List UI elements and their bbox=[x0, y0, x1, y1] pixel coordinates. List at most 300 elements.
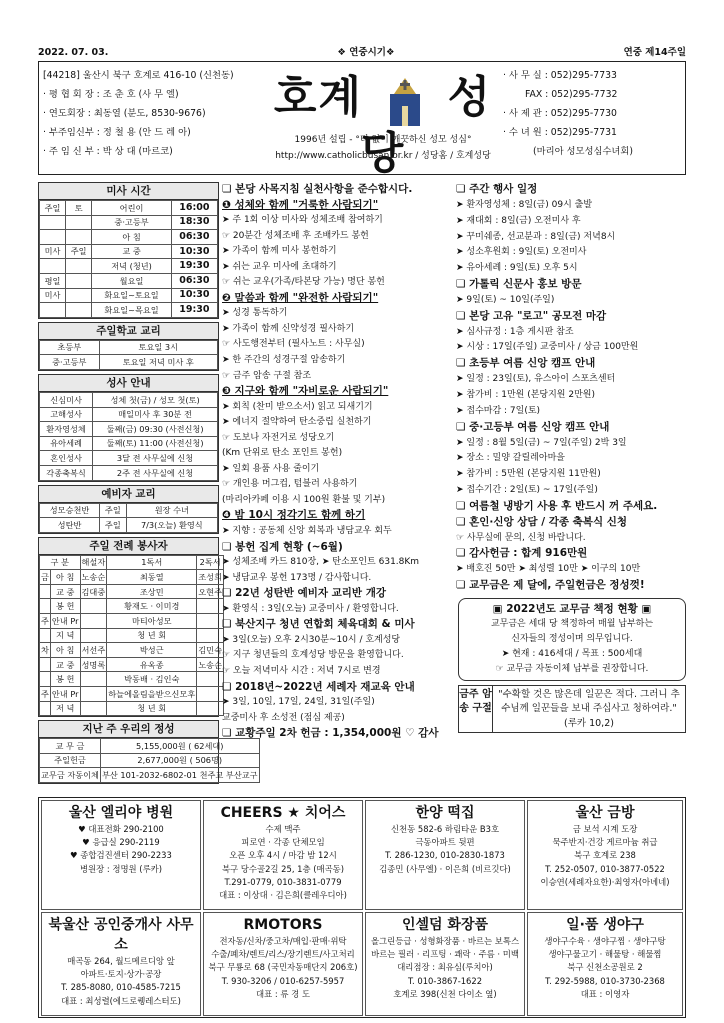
ad-line: T. 286-1230, 010-2830-1873 bbox=[385, 850, 505, 861]
servers-cell: 김대중 bbox=[80, 584, 107, 599]
church-icon bbox=[386, 76, 424, 126]
mass-row bbox=[40, 230, 218, 245]
announcement-line: ❏ 22년 성탄반 예비자 교리반 개강 bbox=[222, 587, 387, 600]
announcement-line: ➤ 쉬는 교우 미사에 초대하기 bbox=[222, 261, 337, 272]
servers-cell bbox=[197, 614, 224, 629]
liturgical-week: 연중 제14주일 bbox=[623, 47, 686, 58]
ad-line: T. 292-5988, 010-3730-2368 bbox=[545, 975, 665, 986]
announcement-line: ❏ 중·고등부 여름 신앙 캠프 안내 bbox=[456, 420, 610, 433]
masthead-contacts-right bbox=[503, 66, 681, 161]
announcement-line: ☞ 20분간 성체조배 후 조배카드 봉헌 bbox=[222, 230, 369, 241]
ad-line: 대표 : 류 경 도 bbox=[256, 988, 310, 999]
ad-line: 올그린등급 · 성형화장품 · 바르는 보톡스 bbox=[370, 936, 520, 946]
memory-verse-label: 금주 암송 구절 bbox=[459, 686, 493, 732]
announcement-line: ❏ 초등부 여름 신앙 캠프 안내 bbox=[456, 357, 596, 370]
announcement-line: ❏ 북산지구 청년 연합회 체육대회 & 미사 bbox=[222, 618, 415, 631]
mass-row-cell bbox=[40, 230, 66, 245]
ad-box bbox=[527, 800, 683, 910]
servers-row bbox=[40, 687, 224, 702]
ad-line: 바르는 필러 · 리프팅 · 쾌락 · 주름 · 미백 bbox=[371, 949, 519, 960]
top-bar bbox=[38, 47, 686, 59]
announcement-line: ➤ 가족이 함께 신약성경 필사하기 bbox=[222, 323, 355, 334]
ad-line: T. 252-0507, 010-3877-0522 bbox=[545, 863, 665, 874]
mass-row bbox=[40, 273, 218, 288]
servers-header-cell: 2독서 bbox=[197, 555, 224, 570]
memory-verse-box bbox=[458, 685, 686, 733]
servers-row bbox=[40, 701, 224, 716]
ad-line: 대표 : 이상대 · 김은희(클레우디아) bbox=[219, 890, 347, 901]
servers-cell: 봉 헌 bbox=[50, 672, 80, 687]
fax: FAX : 052)295-7732 bbox=[525, 89, 618, 100]
title-left: 호계 bbox=[273, 72, 363, 123]
mass-row-cell: 19:30 bbox=[171, 259, 217, 274]
servers-cell: 최동열 bbox=[107, 570, 197, 585]
servers-cell bbox=[40, 672, 51, 687]
announcement-line: ➤ 심사규정 : 1층 게시판 참조 bbox=[456, 326, 574, 337]
servers-cell: 조상민 bbox=[107, 584, 197, 599]
ad-line: 생야구수육 · 생야구찜 · 생야구탕 bbox=[544, 936, 666, 946]
tithe-notice-box bbox=[458, 598, 686, 681]
servers-cell: 지 녁 bbox=[50, 628, 80, 643]
sacrament-row-cell: 성체 첫(금) / 성모 첫(토) bbox=[93, 392, 218, 407]
masthead-subtitle bbox=[257, 132, 509, 164]
masthead bbox=[38, 61, 686, 179]
ad-line: 대표 : 이영자 bbox=[580, 988, 630, 999]
mass-row-cell: 06:30 bbox=[171, 273, 217, 288]
ad-name: 일·품 생야구 bbox=[566, 917, 644, 933]
mass-row-cell: 교 중 bbox=[92, 244, 172, 259]
announcement-line: ➤ 3일, 10일, 17일, 24일, 31일(주일) bbox=[222, 697, 375, 708]
announcement-line: ➤ 일정 : 23일(토), 유스아이 스포츠센터 bbox=[456, 374, 616, 385]
servers-row bbox=[40, 657, 224, 672]
ad-line: 북구 호계로 238 bbox=[574, 850, 636, 861]
servers-cell: 금 bbox=[40, 570, 51, 585]
ad-line: 극동아파트 뒷편 bbox=[415, 837, 475, 848]
mass-row-cell bbox=[66, 215, 92, 230]
servers-row bbox=[40, 643, 224, 658]
tithe-notice-title: ▣ 2022년도 교무금 책정 현황 ▣ bbox=[492, 602, 652, 615]
sacrament-row-cell: 매일미사 후 30분 전 bbox=[93, 407, 218, 422]
mass-row-cell: 화요일~토요일 bbox=[92, 288, 172, 303]
servers-title: 주일 전례 봉사자 bbox=[39, 538, 218, 555]
finance-title: 지난 주 우리의 정성 bbox=[39, 721, 218, 738]
servers-cell: 노송순 bbox=[197, 657, 224, 672]
servers-row bbox=[40, 599, 224, 614]
sacrament-row bbox=[40, 451, 218, 466]
ad-name: 울산 엘리야 병원 bbox=[68, 805, 174, 821]
ad-line: 오픈 오후 4시 / 마감 밤 12시 bbox=[229, 850, 337, 861]
sunday-school-table bbox=[39, 340, 218, 370]
mass-times-title: 미사 시간 bbox=[39, 183, 218, 200]
ad-line: 호계로 398(신천 다이소 옆) bbox=[393, 988, 497, 999]
announcement-line: ❏ 감사헌금 : 합계 916만원 bbox=[456, 547, 588, 560]
mass-row-cell: 미사 bbox=[40, 244, 66, 259]
catechumen-row-cell: 성모승천반 bbox=[40, 503, 100, 518]
announcement-line: ➤ 참가비 : 5만원 (본당지원 11만원) bbox=[456, 469, 601, 480]
mass-row-cell: 월요일 bbox=[92, 273, 172, 288]
school-row-cell: 토요일 저녁 미사 후 bbox=[99, 355, 217, 370]
ad-line: 묵주반지·건강 게르마늄 취급 bbox=[552, 837, 658, 848]
catechumen-row-cell: 성탄반 bbox=[40, 518, 100, 533]
announcement-line: ❏ 봉헌 집계 현황 (~6월) bbox=[222, 540, 343, 553]
sacrament-row-cell: 유아세례 bbox=[40, 436, 93, 451]
sacrament-row bbox=[40, 407, 218, 422]
catechumen-row bbox=[40, 503, 218, 518]
ad-line: 아파트·토지·상가·공장 bbox=[80, 969, 162, 980]
ad-line: 북구 신천소공원로 2 bbox=[567, 962, 643, 973]
mass-times-box bbox=[38, 182, 219, 319]
sunday-school-box bbox=[38, 322, 219, 371]
servers-cell bbox=[197, 672, 224, 687]
ad-line: 북구 무룡로 68 (국민자동매단지 206호) bbox=[208, 962, 358, 973]
announcement-line: ➤ 시상 : 17일(주일) 교중미사 / 상금 100만원 bbox=[456, 342, 639, 353]
announcement-line: ❹ 밤 10시 정각기도 함께 하기 bbox=[222, 509, 366, 522]
servers-cell: 아 침 bbox=[50, 570, 80, 585]
announcement-line: ☞ 지구 청년들의 호계성당 방문을 환영합니다. bbox=[222, 650, 404, 661]
finance-row bbox=[40, 768, 260, 783]
ad-line: 금 보석 시계 도장 bbox=[572, 824, 638, 834]
servers-cell bbox=[40, 657, 51, 672]
announcement-line: ❏ 본당 사목지침 실천사항을 준수합시다. bbox=[222, 183, 413, 195]
servers-cell: 노송순 bbox=[80, 570, 107, 585]
convent-name: (마리아 성모성심수녀회) bbox=[533, 146, 634, 157]
ad-box bbox=[365, 912, 525, 1016]
mass-row-cell bbox=[66, 259, 92, 274]
finance-row-cell: 주일헌금 bbox=[40, 753, 101, 768]
mass-row-cell bbox=[66, 288, 92, 303]
ad-line: 이승연(세례자요한)·최영자(아녜네) bbox=[540, 876, 670, 887]
sacrament-row-cell: 2주 전 사무실에 신청 bbox=[93, 465, 218, 480]
catechumen-row bbox=[40, 518, 218, 533]
announcement-line: ❏ 혼인·신앙 상담 / 각종 축복식 신청 bbox=[456, 515, 628, 528]
announcement-line: ❶ 성체와 함께 "거룩한 사람되기" bbox=[222, 198, 379, 211]
servers-cell bbox=[197, 628, 224, 643]
school-row bbox=[40, 355, 218, 370]
catechumen-row-cell: 7/3(오늘) 환영식 bbox=[126, 518, 217, 533]
masthead-contacts-left bbox=[43, 66, 255, 161]
announcement-line: ➤ 유아세례 : 9일(토) 오후 5시 bbox=[456, 263, 578, 274]
finance-row bbox=[40, 753, 260, 768]
mass-row-cell: 미사 bbox=[40, 288, 66, 303]
sacrament-row-cell: 신심미사 bbox=[40, 392, 93, 407]
announcement-line: 교중미사 후 소성전 (점심 제공) bbox=[222, 712, 345, 723]
finance-row-cell: 교 무 금 bbox=[40, 739, 101, 754]
announcement-line: ➤ 환영식 : 3일(오늘) 교중미사 / 환영합니다. bbox=[222, 603, 399, 614]
mass-row-cell bbox=[66, 230, 92, 245]
servers-cell: 청 년 회 bbox=[107, 628, 197, 643]
announcement-line: ➤ 성체조배 카드 810장, ➤ 탄소포인트 631.8Km bbox=[222, 557, 420, 568]
mass-row-cell bbox=[66, 273, 92, 288]
sacrament-row-cell: 둘째(금) 09:30 (사전신청) bbox=[93, 422, 218, 437]
catechumen-row-cell: 원장 수녀 bbox=[126, 503, 217, 518]
mass-row bbox=[40, 259, 218, 274]
announcement-line: ➤ 성경 통독하기 bbox=[222, 308, 288, 319]
catechumen-row-cell: 주일 bbox=[100, 503, 127, 518]
mass-row-cell: 아 침 bbox=[92, 230, 172, 245]
mass-row bbox=[40, 288, 218, 303]
servers-cell: 주 bbox=[40, 687, 51, 702]
servers-cell bbox=[197, 701, 224, 716]
servers-cell: 교 중 bbox=[50, 584, 80, 599]
mass-row-cell bbox=[40, 259, 66, 274]
announcement-line: ☞ 개인용 머그컵, 텀블러 사용하기 bbox=[222, 479, 358, 490]
servers-cell: 박동배 · 김인숙 bbox=[107, 672, 197, 687]
ad-line: 북구 당수골2길 25, 1층 (매곡동) bbox=[221, 863, 345, 874]
servers-cell: 서선주 bbox=[80, 643, 107, 658]
servers-cell: 조성희 bbox=[197, 570, 224, 585]
mass-row-cell: 주일 bbox=[66, 244, 92, 259]
servers-cell bbox=[40, 599, 51, 614]
ad-line: 수제 맥주 bbox=[265, 824, 301, 834]
sacrament-row-cell: 환자영성체 bbox=[40, 422, 93, 437]
ad-name: 울산 금방 bbox=[575, 805, 635, 821]
advertisements bbox=[38, 797, 686, 1018]
mass-row bbox=[40, 244, 218, 259]
school-row bbox=[40, 340, 218, 355]
sacrament-row bbox=[40, 422, 218, 437]
mass-row-cell: 16:00 bbox=[171, 201, 217, 216]
tithe-notice-line: 신자들의 정성이며 의무입니다. bbox=[511, 633, 633, 644]
announcement-line: ➤ 일회 용품 사용 줄이기 bbox=[222, 463, 320, 474]
announcements-list bbox=[456, 182, 688, 594]
ad-line: 전자동/신차/중고차/매입·판매·위탁 bbox=[219, 936, 347, 946]
address: [44218] 울산시 북구 호계로 416-10 (신천동) bbox=[43, 70, 234, 81]
servers-row bbox=[40, 570, 224, 585]
announcement-line: ➤ 한 주간의 성경구절 암송하기 bbox=[222, 355, 346, 366]
sacrament-row-cell: 혼인성사 bbox=[40, 451, 93, 466]
council-president: · 평 협 회 장 : 조 춘 호 (사 무 엘) bbox=[43, 89, 179, 100]
mass-row-cell: 어린이 bbox=[92, 201, 172, 216]
mass-row-cell: 화요일~목요일 bbox=[92, 303, 172, 318]
website-link[interactable]: http://www.catholicbusan.or.kr / 성당홈 / 호계성당 bbox=[275, 151, 491, 161]
servers-cell bbox=[80, 599, 107, 614]
ad-line: ♥ 종합검진센터 290-2233 bbox=[70, 850, 172, 861]
servers-header-cell: 해설자 bbox=[80, 555, 107, 570]
liturgical-season: ❖ 연중시기❖ bbox=[337, 47, 395, 58]
sacrament-row-cell: 3달 전 사무실에 신청 bbox=[93, 451, 218, 466]
servers-row bbox=[40, 628, 224, 643]
sacrament-row bbox=[40, 436, 218, 451]
sacraments-title: 성사 안내 bbox=[39, 375, 218, 392]
mass-row-cell: 주일 bbox=[40, 201, 66, 216]
announcement-line: ➤ 가족이 함께 미사 봉헌하기 bbox=[222, 246, 337, 257]
servers-cell bbox=[80, 701, 107, 716]
ad-name: RMOTORS bbox=[243, 917, 323, 933]
mass-row bbox=[40, 201, 218, 216]
servers-cell bbox=[197, 599, 224, 614]
servers-cell: 하늘에올림을받으신모후 bbox=[107, 687, 197, 702]
announcement-line: (Km 단위로 탄소 포인트 봉헌) bbox=[222, 448, 343, 459]
announcement-line: ☞ 사무실에 문의, 신청 바랍니다. bbox=[456, 532, 586, 543]
school-row-cell: 토요일 3시 bbox=[99, 340, 217, 355]
mass-row-cell bbox=[40, 303, 66, 318]
ad-line: 대리점장 : 최유심(루치아) bbox=[397, 962, 493, 973]
ad-name: CHEERS ★ 치어스 bbox=[220, 805, 346, 821]
announcement-line: ➤ 주 1회 이상 미사와 성체조배 참여하기 bbox=[222, 215, 383, 226]
office-phone: · 사 무 실 : 052)295-7733 bbox=[503, 70, 617, 81]
announcement-line: ➤ 장소 : 밀양 갈릴레아마을 bbox=[456, 453, 565, 464]
servers-cell bbox=[80, 672, 107, 687]
announcement-line: ➤ 에너지 절약하여 탄소중립 실천하기 bbox=[222, 417, 372, 428]
tithe-notice-line: ☞ 교무금 자동이체 납부를 권장합니다. bbox=[495, 663, 649, 674]
finance-row-cell: 2,677,000원 ( 506명) bbox=[100, 753, 259, 768]
mass-row bbox=[40, 303, 218, 318]
tithe-notice-line: 교무금은 세대 당 책정하여 매월 납부하는 bbox=[490, 618, 654, 629]
assistant-priest: · 부주임신부 : 정 철 용 (안 드 레 아) bbox=[43, 127, 191, 138]
servers-cell: 아 침 bbox=[50, 643, 80, 658]
announcement-line: ❏ 여름철 냉방기 사용 후 반드시 꺼 주세요. bbox=[456, 499, 658, 512]
servers-cell: 안내 Pr bbox=[50, 687, 80, 702]
servers-header-row bbox=[40, 555, 224, 570]
announcement-line: ☞ 도보나 자전거로 성당오기 bbox=[222, 432, 335, 443]
announcement-line: ➤ 접수기간 : 2일(토) ~ 17일(주일) bbox=[456, 485, 598, 496]
announcement-line: ❏ 교황주일 2차 헌금 : 1,354,000원 ♡ 감사 bbox=[222, 727, 439, 740]
ad-name: 한양 떡집 bbox=[415, 805, 475, 821]
announcement-line: ❏ 2018년~2022년 세례자 재교육 안내 bbox=[222, 680, 415, 693]
sunday-school-title: 주일학교 교리 bbox=[39, 323, 218, 340]
sacraments-box bbox=[38, 374, 219, 482]
congress-president: · 연도회장 : 최동열 (분도, 8530-9676) bbox=[43, 108, 206, 119]
ad-box bbox=[203, 912, 363, 1016]
finance-row-cell: 5,155,000원 ( 62세대) bbox=[100, 739, 259, 754]
founding-line: 1996년 설립 - °티 없이 깨끗하신 성모 성심° bbox=[294, 135, 472, 145]
servers-cell: 청 년 회 bbox=[107, 701, 197, 716]
mass-row-cell: 10:30 bbox=[171, 244, 217, 259]
ad-line: ♥ 대표전화 290-2100 bbox=[78, 824, 164, 834]
memory-verse-text: "수확할 것은 많은데 일꾼은 적다. 그러니 추수님께 일꾼들을 보내 주십사고 청하여라." (루카 10,2) bbox=[498, 688, 680, 729]
issue-date: 2022. 07. 03. bbox=[38, 47, 109, 58]
ad-line: ♥ 응급실 290-2119 bbox=[82, 837, 160, 848]
servers-cell: 성명록 bbox=[80, 657, 107, 672]
mass-row-cell: 저녁 (청년) bbox=[92, 259, 172, 274]
servers-cell: 안내 Pr bbox=[50, 614, 80, 629]
announcement-line: ❷ 말씀과 함께 "완전한 사람되기" bbox=[222, 291, 379, 304]
announcement-line: ❏ 가톨릭 신문사 홍보 방문 bbox=[456, 278, 582, 291]
ad-line: 생야구물고기 · 해물탕 · 해물찜 bbox=[548, 949, 662, 960]
mass-row-cell: 18:30 bbox=[171, 215, 217, 230]
mass-row-cell bbox=[40, 215, 66, 230]
ad-line: T. 930-3206 / 010-6257-5957 bbox=[221, 975, 345, 986]
ad-line: T.291-0779, 010-3831-0779 bbox=[224, 876, 342, 887]
ad-box bbox=[365, 800, 525, 910]
ad-line: 수출/폐차/렌트/리스/장기렌트/사고처리 bbox=[211, 949, 355, 960]
announcement-line: ❏ 교무금은 제 달에, 주일헌금은 정성껏! bbox=[456, 579, 645, 592]
finance-box bbox=[38, 720, 258, 784]
servers-row bbox=[40, 672, 224, 687]
sacrament-row-cell: 고해성사 bbox=[40, 407, 93, 422]
announcement-line: ➤ 꾸미쉐종, 선교분과 : 8일(금) 저녁8시 bbox=[456, 231, 616, 242]
servers-cell bbox=[80, 614, 107, 629]
tithe-notice-line: ➤ 현재 : 416세대 / 목표 : 500세대 bbox=[501, 648, 643, 659]
announcement-line: ➤ 환자영성체 : 8일(금) 09시 출발 bbox=[456, 199, 593, 210]
servers-cell: 황재도 · 이미경 bbox=[107, 599, 197, 614]
servers-cell bbox=[197, 687, 224, 702]
convent-phone: · 수 녀 원 : 052)295-7731 bbox=[503, 127, 617, 138]
ad-box bbox=[527, 912, 683, 1016]
mass-row-cell: 평일 bbox=[40, 273, 66, 288]
mass-row-cell: 10:30 bbox=[171, 288, 217, 303]
servers-cell bbox=[40, 628, 51, 643]
school-row-cell: 초등부 bbox=[40, 340, 100, 355]
announcement-line: ❏ 주간 행사 일정 bbox=[456, 183, 538, 195]
ad-line: 대표 : 최성렬(에드로퀭레스터도) bbox=[61, 995, 181, 1006]
servers-cell: 유옥종 bbox=[107, 657, 197, 672]
servers-cell: 오현주 bbox=[197, 584, 224, 599]
announcement-line: ☞ 오늘 저녁미사 시간 : 저녁 7시로 변경 bbox=[222, 665, 381, 676]
ad-box bbox=[203, 800, 363, 910]
ad-name: 북울산 공인중개사 사무소 bbox=[48, 917, 194, 953]
sacrament-row bbox=[40, 465, 218, 480]
ad-line: 피로연 · 각종 단체모임 bbox=[241, 837, 325, 848]
ad-line: T. 010-3867-1622 bbox=[407, 975, 483, 986]
mass-row-cell bbox=[66, 303, 92, 318]
middle-column bbox=[222, 182, 454, 742]
announcement-line: ❸ 지구와 함께 "자비로운 사람되기" bbox=[222, 385, 389, 398]
sacrament-row-cell: 각종축복식 bbox=[40, 465, 93, 480]
catechumen-box bbox=[38, 485, 219, 534]
mass-row-cell: 19:30 bbox=[171, 303, 217, 318]
announcement-line: ➤ 성소후원회 : 9일(토) 오전미사 bbox=[456, 247, 587, 258]
servers-cell: 박성근 bbox=[107, 643, 197, 658]
servers-row bbox=[40, 584, 224, 599]
finance-table bbox=[39, 738, 260, 783]
servers-cell bbox=[40, 584, 51, 599]
servers-header-cell: 구 분 bbox=[40, 555, 81, 570]
ad-line: 병원장 : 정명원 (루카) bbox=[79, 863, 163, 874]
ad-box bbox=[41, 912, 201, 1016]
servers-header-cell: 1독서 bbox=[107, 555, 197, 570]
announcement-line: ➤ 일정 : 8월 5일(금) ~ 7일(주일) 2박 3일 bbox=[456, 437, 627, 448]
servers-cell: 교 중 bbox=[50, 657, 80, 672]
sacraments-table bbox=[39, 392, 218, 481]
announcement-line: ➤ 재대회 : 8일(금) 오전미사 후 bbox=[456, 215, 581, 226]
catechumen-table bbox=[39, 503, 218, 533]
catechumen-title: 예비자 교리 bbox=[39, 486, 218, 503]
title-right: 성당 bbox=[360, 72, 493, 179]
rectory-phone: · 사 제 관 : 052)295-7730 bbox=[503, 108, 617, 119]
pastor: · 주 임 신 부 : 박 상 대 (마르코) bbox=[43, 146, 173, 157]
servers-cell: 차 bbox=[40, 643, 51, 658]
servers-row bbox=[40, 614, 224, 629]
servers-cell bbox=[80, 687, 107, 702]
ad-line: 신천동 582-6 하림타운 B3호 bbox=[390, 824, 500, 834]
ad-line: T. 285-8080, 010-4585-7215 bbox=[61, 982, 181, 993]
right-column bbox=[456, 182, 688, 735]
sacrament-row bbox=[40, 392, 218, 407]
announcement-line: ➤ 접수마감 : 7일(토) bbox=[456, 405, 541, 416]
announcement-line: ❏ 본당 고유 "로고" 공모전 마감 bbox=[456, 309, 607, 322]
servers-cell: 저 녁 bbox=[50, 701, 80, 716]
announcement-line: ➤ 9일(토) ~ 10일(주일) bbox=[456, 294, 555, 305]
finance-row-cell: 부산 101-2032-6802-01 천주교 부산교구 bbox=[100, 768, 259, 783]
mass-row-cell: 06:30 bbox=[171, 230, 217, 245]
ad-name: 인셀덤 화장품 bbox=[401, 917, 489, 933]
announcement-line: ➤ 회칙 (찬미 받으소서) 읽고 되새기기 bbox=[222, 401, 373, 412]
servers-cell: 김민숙 bbox=[197, 643, 224, 658]
mass-row bbox=[40, 215, 218, 230]
mass-times-table bbox=[39, 200, 218, 318]
announcement-line: ☞ 사도행전부터 (필사노트 : 사무실) bbox=[222, 339, 365, 350]
servers-cell bbox=[80, 628, 107, 643]
servers-cell: 주 bbox=[40, 614, 51, 629]
catechumen-row-cell: 주일 bbox=[100, 518, 127, 533]
announcement-line: ➤ 참가비 : 1만원 (본당지원 2만원) bbox=[456, 389, 595, 400]
finance-row-cell: 교무금 자동이체 bbox=[40, 768, 101, 783]
servers-cell: 마티아성모 bbox=[107, 614, 197, 629]
announcement-line: ☞ 쉬는 교우(가족/타본당 가능) 명단 봉헌 bbox=[222, 277, 385, 288]
servers-cell bbox=[40, 701, 51, 716]
ad-line: 김종민 (사무엘) · 이은희 (비르깃다) bbox=[379, 863, 511, 874]
